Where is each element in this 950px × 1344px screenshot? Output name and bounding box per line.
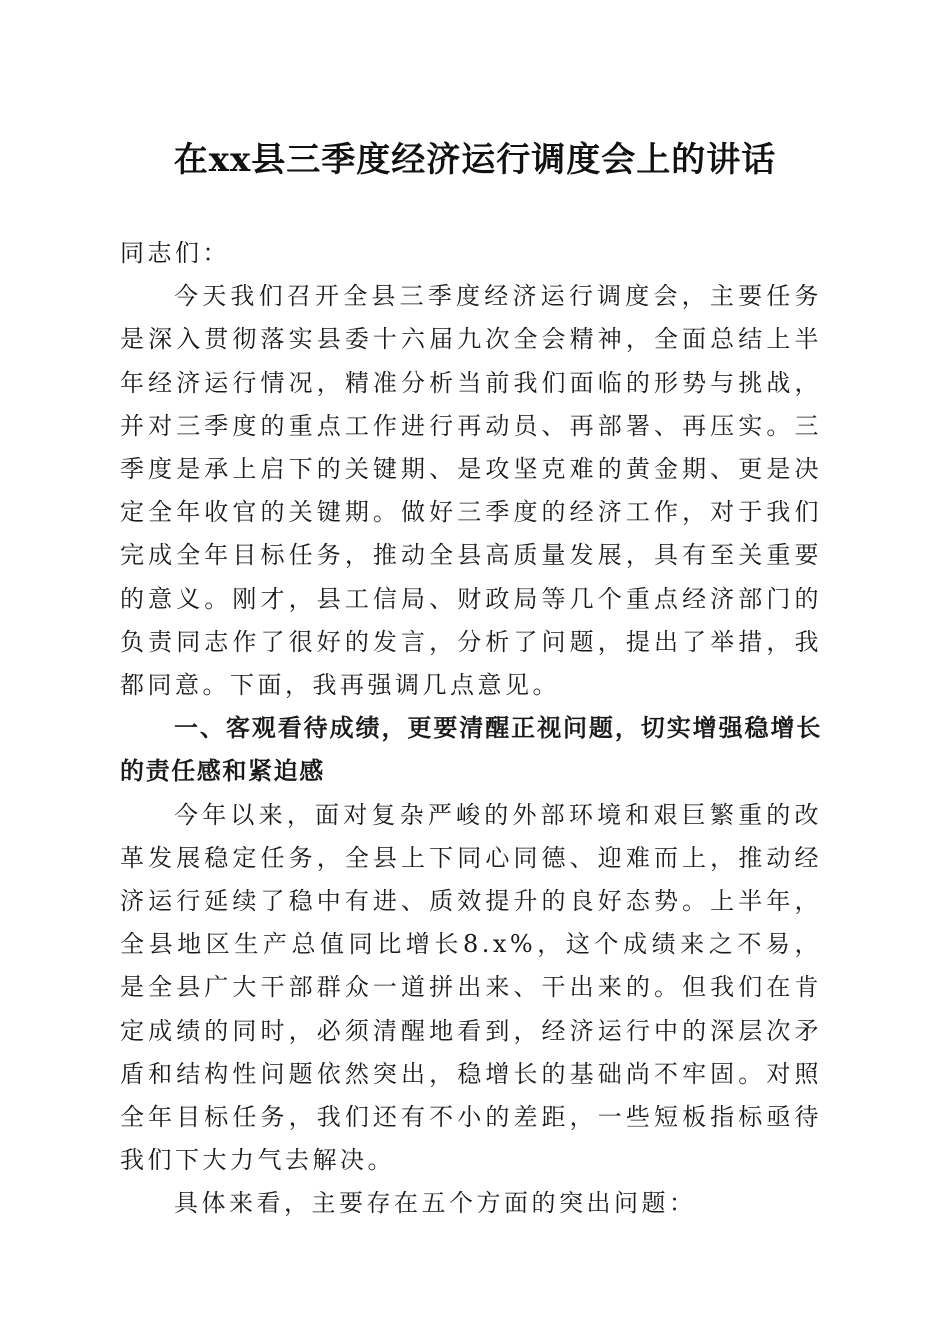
- section-1-paragraph: 今年以来，面对复杂严峻的外部环境和艰巨繁重的改革发展稳定任务，全县上下同心同德、迎难而上，推动经济运行延续了稳中有进、质效提升的良好态势。上半年，全县地区生产总值同比增长8.x%，这个成绩来之不易，是全县广大干部群众一道拼出来、干出来的。但我们在肯定成绩的同时，必须清醒地看到，经济运行中的深层次矛盾和结构性问题依然突出，稳增长的基础尚不牢固。对照全年目标任务，我们还有不小的差距，一些短板指标亟待我们下大力气去解决。: [120, 800, 822, 1175]
- section-1-lead-paragraph: 具体来看，主要存在五个方面的突出问题：: [174, 1189, 697, 1218]
- section-heading-1: 一、客观看待成绩，更要清醒正视问题，切实增强稳增长的责任感和紧迫感: [120, 714, 822, 786]
- salutation: 同志们：: [120, 239, 230, 267]
- document-body: [120, 232, 822, 1226]
- intro-paragraph: 今天我们召开全县三季度经济运行调度会，主要任务是深入贯彻落实县委十六届九次全会精神，全面总结上半年经济运行情况，精准分析当前我们面临的形势与挑战，并对三季度的重点工作进行再动员、再部署、再压实。三季度是承上启下的关键期、是攻坚克难的黄金期、更是决定全年收官的关键期。做好三季度的经济工作，对于我们完成全年目标任务，推动全县高质量发展，具有至关重要的意义。刚才，县工信局、财政局等几个重点经济部门的负责同志作了很好的发言，分析了问题，提出了举措，我都同意。下面，我再强调几点意见。: [120, 282, 822, 700]
- document-title: 在xx县三季度经济运行调度会上的讲话: [173, 140, 777, 180]
